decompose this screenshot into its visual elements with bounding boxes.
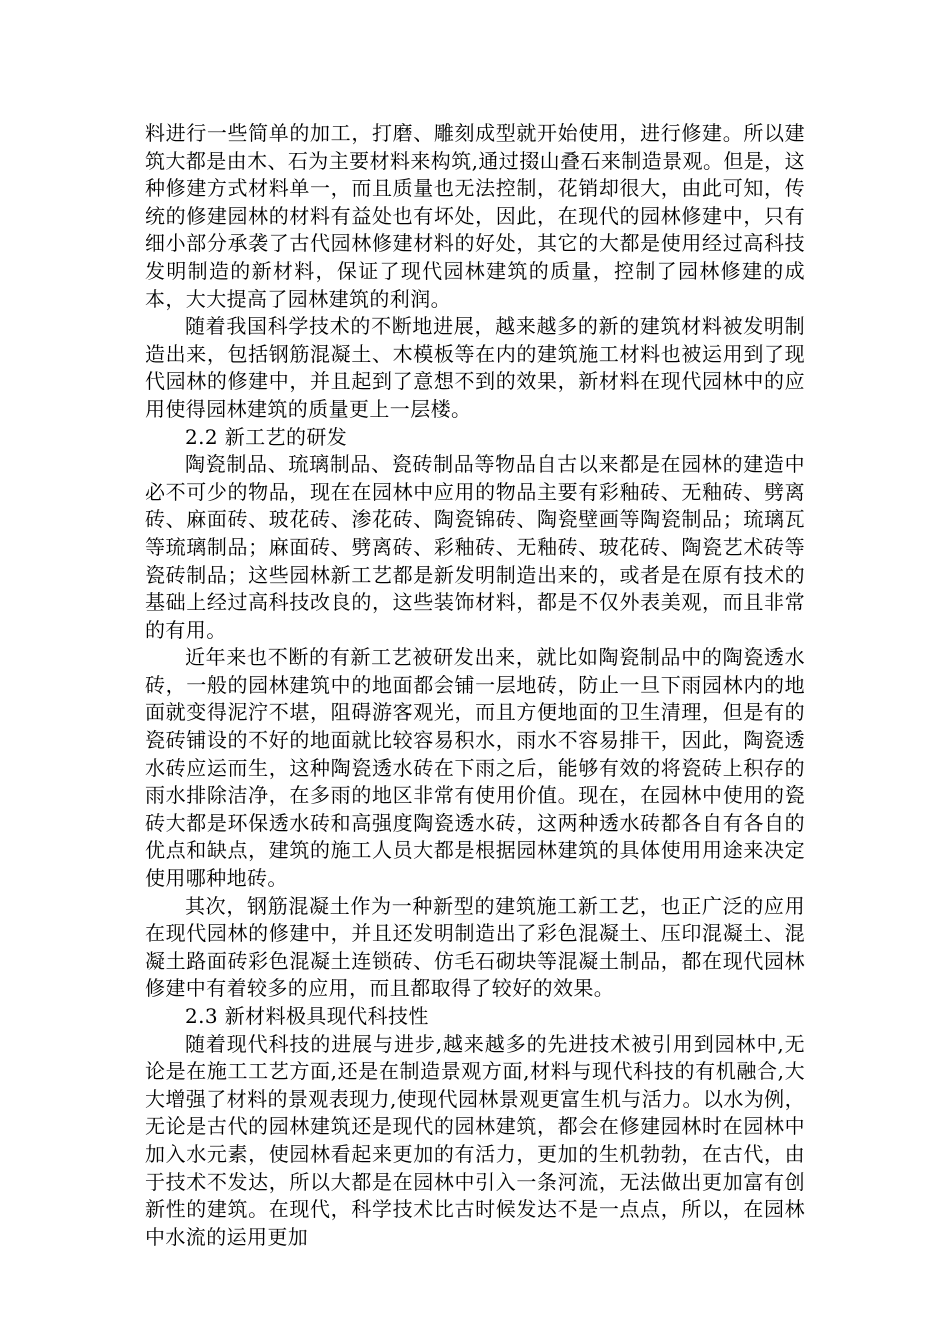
body-paragraph: 料进行一些简单的加工，打磨、雕刻成型就开始使用，进行修建。所以建筑大都是由木、石为主要材料来构筑,通过掇山叠石来制造景观。但是，这种修建方式材料单一，而且质量也无法控制，花销却很大，由此可知，传统的修建园林的材料有益处也有坏处，因此，在现代的园林修建中，只有细小部分承袭了古代园林修建材料的好处，其它的大都是使用经过高科技发明制造的新材料，保证了现代园林建筑的质量，控制了园林修建的成本，大大提高了园林建筑的利润。	[145, 121, 805, 311]
section-heading: 2.3 新材料极具现代科技性	[185, 1004, 429, 1028]
body-paragraph: 陶瓷制品、琉璃制品、瓷砖制品等物品自古以来都是在园林的建造中必不可少的物品，现在在园林中应用的物品主要有彩釉砖、无釉砖、劈离砖、麻面砖、玻花砖、渗花砖、陶瓷锦砖、陶瓷壁画等陶瓷制品；琉璃瓦等琉璃制品；麻面砖、劈离砖、彩釉砖、无釉砖、玻花砖、陶瓷艺术砖等瓷砖制品；这些园林新工艺都是新发明制造出来的，或者是在原有技术的基础上经过高科技改良的，这些装饰材料，都是不仅外表美观，而且非常的有用。	[145, 452, 805, 642]
document-body	[145, 120, 805, 1251]
body-paragraph: 随着现代科技的进展与进步,越来越多的先进技术被引用到园林中,无论是在施工工艺方面,还是在制造景观方面,材料与现代科技的有机融合,大大增强了材料的景观表现力,使现代园林景观更富生机与活力。以水为例，无论是古代的园林建筑还是现代的园林建筑，都会在修建园林时在园林中加入水元素，使园林看起来更加的有活力，更加的生机勃勃，在古代，由于技术不发达，所以大都是在园林中引入一条河流，无法做出更加富有创新性的建筑。在现代，科学技术比古时候发达不是一点点，所以，在园林中水流的运用更加	[145, 1031, 805, 1249]
body-paragraph: 其次，钢筋混凝土作为一种新型的建筑施工新工艺，也正广泛的应用在现代园林的修建中，并且还发明制造出了彩色混凝土、压印混凝土、混凝土路面砖彩色混凝土连锁砖、仿毛石砌块等混凝土制品，都在现代园林修建中有着较多的应用，而且都取得了较好的效果。	[145, 893, 805, 1001]
section-heading: 2.2 新工艺的研发	[185, 424, 348, 449]
body-paragraph: 近年来也不断的有新工艺被研发出来，就比如陶瓷制品中的陶瓷透水砖，一般的园林建筑中的地面都会铺一层地砖，防止一旦下雨园林内的地面就变得泥泞不堪，阻碍游客观光，而且方便地面的卫生清理，但是有的瓷砖铺设的不好的地面就比较容易积水，雨水不容易排干，因此，陶瓷透水砖应运而生，这种陶瓷透水砖在下雨之后，能够有效的将瓷砖上积存的雨水排除洁净，在多雨的地区非常有使用价值。现在，在园林中使用的瓷砖大都是环保透水砖和高强度陶瓷透水砖，这两种透水砖都各自有各自的优点和缺点，建筑的施工人员大都是根据园林建筑的具体使用用途来决定使用哪种地砖。	[145, 645, 805, 891]
body-paragraph: 随着我国科学技术的不断地进展，越来越多的新的建筑材料被发明制造出来，包括钢筋混凝土、木模板等在内的建筑施工材料也被运用到了现代园林的修建中，并且起到了意想不到的效果，新材料在现代园林中的应用使得园林建筑的质量更上一层楼。	[145, 314, 805, 421]
